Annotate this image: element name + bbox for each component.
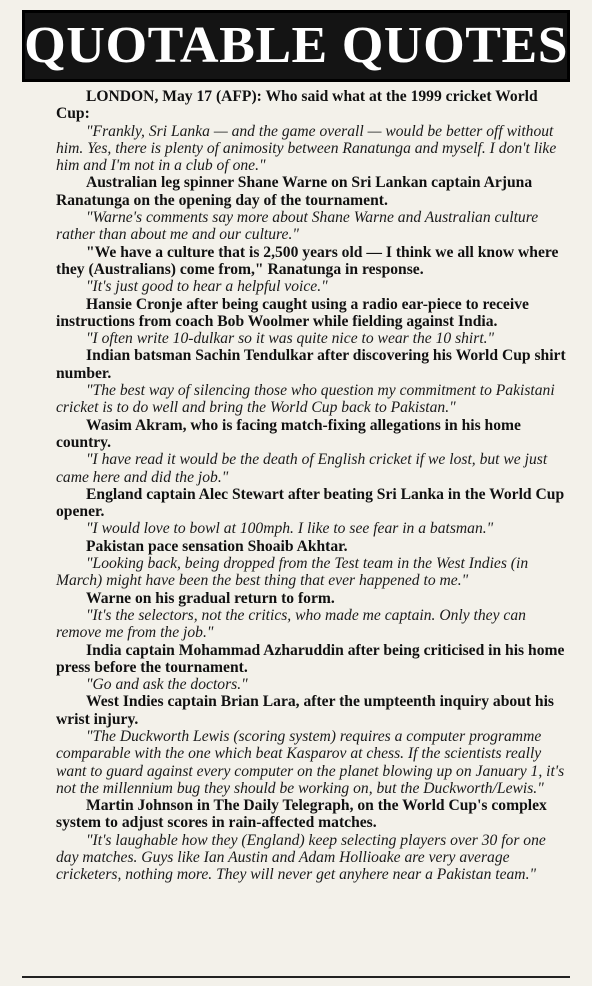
quote-text: "Frankly, Sri Lanka — and the game overall — would be better off without him. Yes, there is plenty of animosity between Ranatunga and myself. I don't like him and I'm not in a club of one." bbox=[56, 122, 557, 175]
quote-text: "Go and ask the doctors." bbox=[86, 676, 248, 694]
quote-text: "I have read it would be the death of English cricket if we lost, but we just came here and did the job." bbox=[56, 451, 548, 486]
headline-banner bbox=[22, 10, 570, 82]
quote-attribution: England captain Alec Stewart after beating Sri Lanka in the World Cup opener. bbox=[56, 485, 565, 521]
quote-attribution: Australian leg spinner Shane Warne on Sri Lankan captain Arjuna Ranatunga on the opening day of the tournament. bbox=[56, 174, 533, 209]
bottom-rule bbox=[22, 976, 570, 978]
quote-attribution: Hansie Cronje after being caught using a radio ear-piece to receive instructions from coach Bob Woolmer while fielding against India. bbox=[56, 295, 529, 330]
quote-text: "I often write 10-dulkar so it was quite nice to wear the 10 shirt." bbox=[86, 330, 495, 348]
quote-text: "I would love to bowl at 100mph. I like to see fear in a batsman." bbox=[86, 520, 494, 538]
quote-text: "It's just good to hear a helpful voice." bbox=[86, 278, 328, 296]
newspaper-clipping bbox=[0, 10, 592, 986]
quote-attribution: Martin Johnson in The Daily Telegraph, on the World Cup's complex system to adjust scores in rain-affected matches. bbox=[56, 797, 547, 832]
quote-text: "It's laughable how they (England) keep selecting players over 30 for one day matches. Guys like Ian Austin and Adam Hollioake are very average cricketers, nothing more. They will never get anyhere near a Pakistan team." bbox=[56, 831, 546, 884]
quote-text: "The Duckworth Lewis (scoring system) requires a computer programme comparable with the one which beat Kasparov at chess. If the scientists really want to guard against every computer on the planet blowing up on January 1, it's not the millennium bug they should be working on, but the Duckworth/Lewis." bbox=[56, 727, 565, 797]
quote-attribution: Pakistan pace sensation Shoaib Akhtar. bbox=[86, 537, 348, 555]
quote-attribution: Wasim Akram, who is facing match-fixing allegations in his home country. bbox=[56, 416, 521, 451]
quote-text: "The best way of silencing those who question my commitment to Pakistani cricket is to do well and bring the World Cup back to Pakistan." bbox=[56, 382, 555, 417]
quote-text: "Warne's comments say more about Shane Warne and Australian culture rather than about me and our culture." bbox=[56, 209, 539, 244]
quote-attribution: West Indies captain Brian Lara, after the umpteenth inquiry about his wrist injury. bbox=[56, 693, 555, 728]
article-body bbox=[22, 88, 570, 884]
quote-text: "It's the selectors, not the critics, who made me captain. Only they can remove me from the job." bbox=[56, 606, 526, 642]
quote-attribution: India captain Mohammad Azharuddin after being criticised in his home press before the tournament. bbox=[56, 641, 565, 676]
quote-text: "Looking back, being dropped from the Test team in the West Indies (in March) might have been the best thing that ever happened to me." bbox=[56, 555, 529, 590]
quote-attribution: "We have a culture that is 2,500 years old — I think we all know where they (Australians) come from," Ranatunga in response. bbox=[56, 243, 559, 278]
intro-paragraph: LONDON, May 17 (AFP): Who said what at the 1999 cricket World Cup: bbox=[56, 88, 538, 123]
quote-attribution: Warne on his gradual return to form. bbox=[86, 589, 335, 607]
headline: QUOTABLE QUOTES bbox=[24, 17, 568, 74]
quote-attribution: Indian batsman Sachin Tendulkar after discovering his World Cup shirt number. bbox=[56, 347, 566, 382]
